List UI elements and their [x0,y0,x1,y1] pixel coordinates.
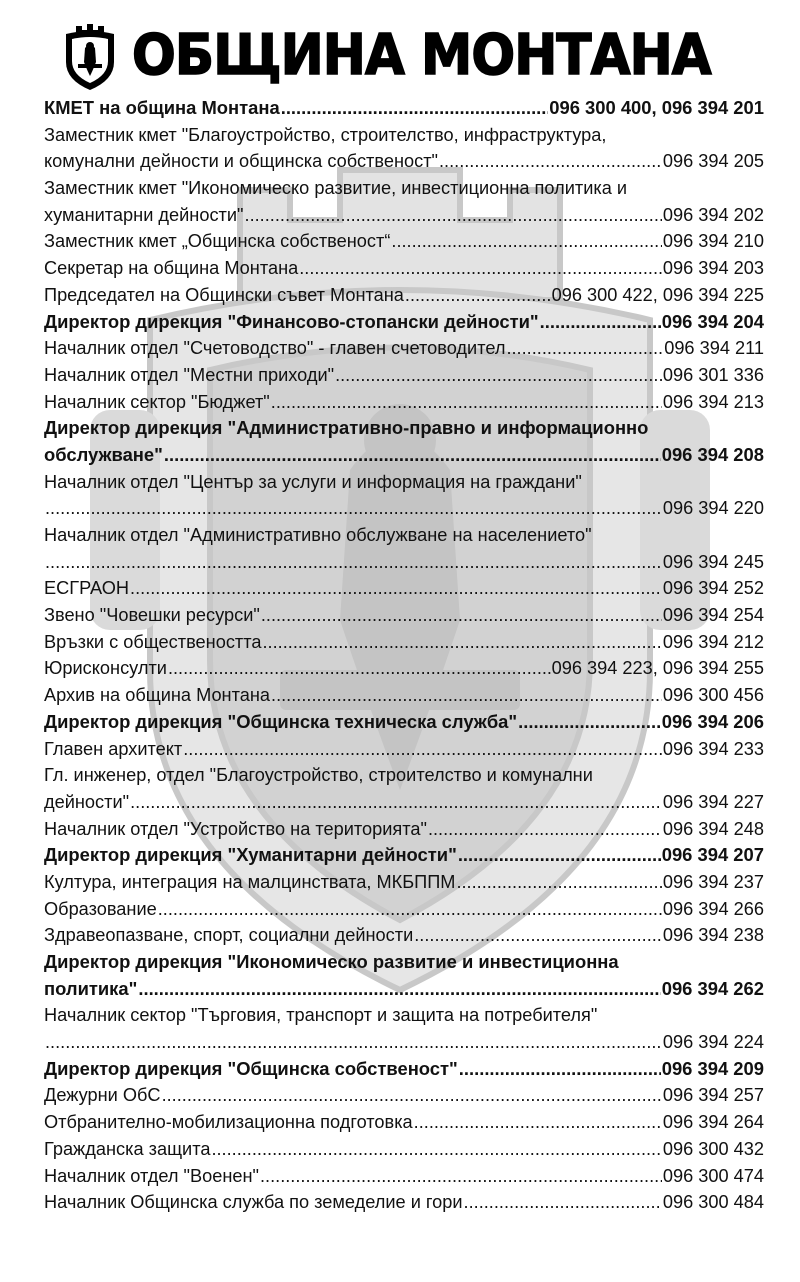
entry-label: Образование [44,898,157,919]
dot-leader [45,549,662,576]
directory-entry [44,896,764,923]
page-header [0,18,800,94]
directory-entry [44,736,764,763]
entry-line [44,175,764,202]
directory-entry [44,282,764,309]
phone-number: 096 394 245 [662,551,764,572]
directory-entry [44,228,764,255]
entry-label: хуманитарни дейности" [44,204,244,225]
directory-entry [44,629,764,656]
entry-label: Директор дирекция "Административно-правно и информационно [44,417,649,439]
coat-of-arms-icon [62,24,118,90]
directory-entry [44,1136,764,1163]
entry-label: Секретар на община Монтана [44,258,299,279]
entry-label: Култура, интеграция на малцинствата, МКБППМ [44,871,456,892]
entry-label: Юрисконсулти [44,658,167,679]
phone-number: 096 394 248 [662,818,764,839]
entry-line-with-phone [44,1109,764,1136]
phone-number: 096 394 204 [661,310,764,332]
entry-label: Началник сектор "Бюджет" [44,391,270,412]
entry-line [44,1002,764,1029]
phone-number: 096 394 257 [662,1085,764,1106]
directory-entry [44,1109,764,1136]
entry-label: Връзки с обществеността [44,631,262,652]
directory-entry [44,1082,764,1109]
phone-number: 096 394 220 [662,498,764,519]
dot-leader [130,789,662,816]
dot-leader [506,335,663,362]
entry-label: Председател на Общински съвет Монтана [44,284,404,305]
phone-number: 096 300 456 [662,685,764,706]
entry-line-with-phone [44,896,764,923]
entry-label: Директор дирекция "Общинска техническа служба" [44,710,518,732]
phone-number: 096 394 210 [662,231,764,252]
dot-leader [164,442,661,469]
entry-line [44,949,764,976]
directory-entry [44,335,764,362]
directory-entry [44,362,764,389]
phone-number: 096 300 400, 096 394 201 [549,97,764,118]
entry-label: Директор дирекция "Общинска собственост" [44,1057,458,1079]
phone-number: 096 300 422, 096 394 225 [551,284,764,305]
entry-label: Главен архитект [44,738,183,759]
entry-line-with-phone [44,1056,764,1083]
dot-leader [456,869,661,896]
entry-line [44,762,764,789]
dot-leader [391,228,661,255]
directory-entry [44,949,764,1002]
entry-line-with-phone [44,1029,764,1056]
directory-entry [44,389,764,416]
dot-leader [428,816,662,843]
directory-entry [44,762,764,815]
dot-leader [405,282,551,309]
phone-number: 096 301 336 [662,364,764,385]
directory-entry [44,415,764,468]
entry-line-with-phone [44,442,764,469]
dot-leader [162,1082,662,1109]
dot-leader [45,495,662,522]
phone-number: 096 300 474 [662,1165,764,1186]
phone-number: 096 394 266 [662,898,764,919]
dot-leader [245,202,662,229]
entry-line-with-phone [44,655,764,682]
entry-line-with-phone [44,682,764,709]
dot-leader [281,95,549,122]
directory-entry [44,309,764,336]
directory-entry [44,869,764,896]
dot-leader [211,1136,661,1163]
dot-leader [158,896,662,923]
entry-label: дейности" [44,791,130,812]
entry-label: Директор дирекция "Финансово-стопански дейности" [44,310,539,332]
entry-label: Началник отдел "Местни приходи" [44,364,335,385]
entry-line-with-phone [44,976,764,1003]
directory-entry [44,95,764,122]
phone-number: 096 394 264 [662,1112,764,1133]
phone-directory [44,95,764,1216]
entry-line [44,415,764,442]
phone-number: 096 394 202 [662,204,764,225]
directory-entry [44,1056,764,1083]
entry-line-with-phone [44,202,764,229]
entry-label: Гражданска защита [44,1138,211,1159]
entry-label: Началник отдел "Счетоводство" - главен счетоводител [44,338,506,359]
dot-leader [439,148,662,175]
phone-number: 096 394 205 [662,151,764,172]
directory-entry [44,575,764,602]
directory-entry [44,175,764,228]
entry-line-with-phone [44,842,764,869]
phone-number: 096 394 262 [661,977,764,999]
dot-leader [518,709,661,736]
directory-entry [44,922,764,949]
entry-label: Здравеопазване, спорт, социални дейности [44,925,414,946]
entry-line-with-phone [44,922,764,949]
entry-line-with-phone [44,309,764,336]
entry-line-with-phone [44,228,764,255]
entry-line [44,522,764,549]
dot-leader [271,389,662,416]
dot-leader [464,1189,662,1216]
directory-entry [44,469,764,522]
page-title: ОБЩИНА МОНТАНА [132,23,711,88]
entry-line-with-phone [44,495,764,522]
entry-label: Началник отдел "Административно обслужване на населението" [44,525,592,545]
entry-line-with-phone [44,709,764,736]
entry-label: Началник отдел "Военен" [44,1165,259,1186]
entry-line-with-phone [44,602,764,629]
phone-number: 096 300 432 [662,1138,764,1159]
phone-number: 096 394 223, 096 394 255 [551,658,764,679]
phone-number: 096 394 208 [661,443,764,465]
phone-number: 096 394 238 [662,925,764,946]
dot-leader [130,575,662,602]
entry-line-with-phone [44,629,764,656]
entry-label: Отбранително-мобилизационна подготовка [44,1112,413,1133]
entry-line-with-phone [44,549,764,576]
directory-entry [44,255,764,282]
dot-leader [540,309,661,336]
entry-label: политика" [44,977,138,999]
entry-line-with-phone [44,1136,764,1163]
dot-leader [459,1056,661,1083]
entry-label: Дежурни ОбС [44,1085,161,1106]
phone-number: 096 394 227 [662,791,764,812]
entry-line-with-phone [44,575,764,602]
directory-entry [44,602,764,629]
entry-line-with-phone [44,255,764,282]
directory-entry [44,816,764,843]
directory-entry [44,522,764,575]
phone-number: 096 394 224 [662,1032,764,1053]
entry-label: Архив на община Монтана [44,685,271,706]
entry-line-with-phone [44,335,764,362]
entry-line-with-phone [44,1082,764,1109]
entry-line-with-phone [44,282,764,309]
entry-line-with-phone [44,148,764,175]
dot-leader [183,736,662,763]
phone-number: 096 394 237 [662,871,764,892]
phone-number: 096 394 254 [662,605,764,626]
directory-entry [44,122,764,175]
phone-number: 096 394 213 [662,391,764,412]
phone-number: 096 394 209 [661,1057,764,1079]
dot-leader [414,922,662,949]
entry-label: ЕСГРАОН [44,578,130,599]
entry-line-with-phone [44,362,764,389]
entry-line-with-phone [44,789,764,816]
phone-number: 096 394 233 [662,738,764,759]
entry-label: Директор дирекция "Икономическо развитие и инвестиционна [44,951,619,972]
phone-number: 096 394 206 [661,710,764,732]
dot-leader [263,629,662,656]
dot-leader [138,976,660,1003]
dot-leader [458,842,661,869]
dot-leader [45,1029,662,1056]
phone-number: 096 394 211 [664,338,764,359]
entry-line-with-phone [44,389,764,416]
entry-label: Началник отдел "Устройство на територията" [44,818,427,839]
entry-label: Началник сектор "Търговия, транспорт и защита на потребителя" [44,1005,598,1026]
directory-entry [44,842,764,869]
phone-number: 096 394 212 [662,631,764,652]
entry-label: Заместник кмет "Икономическо развитие, инвестиционна политика и [44,178,628,199]
directory-entry [44,1002,764,1055]
directory-entry [44,709,764,736]
dot-leader [299,255,662,282]
dot-leader [260,1163,662,1190]
directory-entry [44,655,764,682]
phone-number: 096 394 252 [662,578,764,599]
dot-leader [335,362,662,389]
entry-label: Заместник кмет „Общинска собственост“ [44,231,391,252]
entry-line-with-phone [44,816,764,843]
entry-label: Звено "Човешки ресурси" [44,605,260,626]
dot-leader [168,655,551,682]
entry-label: обслужване" [44,443,163,465]
entry-label: Началник отдел "Център за услуги и информация на граждани" [44,471,582,492]
entry-line-with-phone [44,1163,764,1190]
entry-label: комунални дейности и общинска собственост" [44,151,438,172]
phone-number: 096 394 203 [662,258,764,279]
dot-leader [261,602,662,629]
entry-label: Директор дирекция "Хуманитарни дейности" [44,844,457,866]
entry-label: Гл. инженер, отдел "Благоустройство, строителство и комунални [44,765,593,786]
entry-label: КМЕТ на община Монтана [44,97,280,118]
directory-entry [44,1189,764,1216]
entry-line [44,469,764,496]
phone-number: 096 300 484 [662,1192,764,1213]
entry-line-with-phone [44,869,764,896]
entry-line-with-phone [44,95,764,122]
directory-entry [44,1163,764,1190]
directory-entry [44,682,764,709]
entry-line [44,122,764,149]
entry-line-with-phone [44,1189,764,1216]
entry-label: Заместник кмет "Благоустройство, строителство, инфраструктура, [44,124,607,145]
dot-leader [414,1109,662,1136]
entry-line-with-phone [44,736,764,763]
phone-number: 096 394 207 [661,844,764,866]
entry-label: Началник Общинска служба по земеделие и гори [44,1192,463,1213]
dot-leader [271,682,662,709]
